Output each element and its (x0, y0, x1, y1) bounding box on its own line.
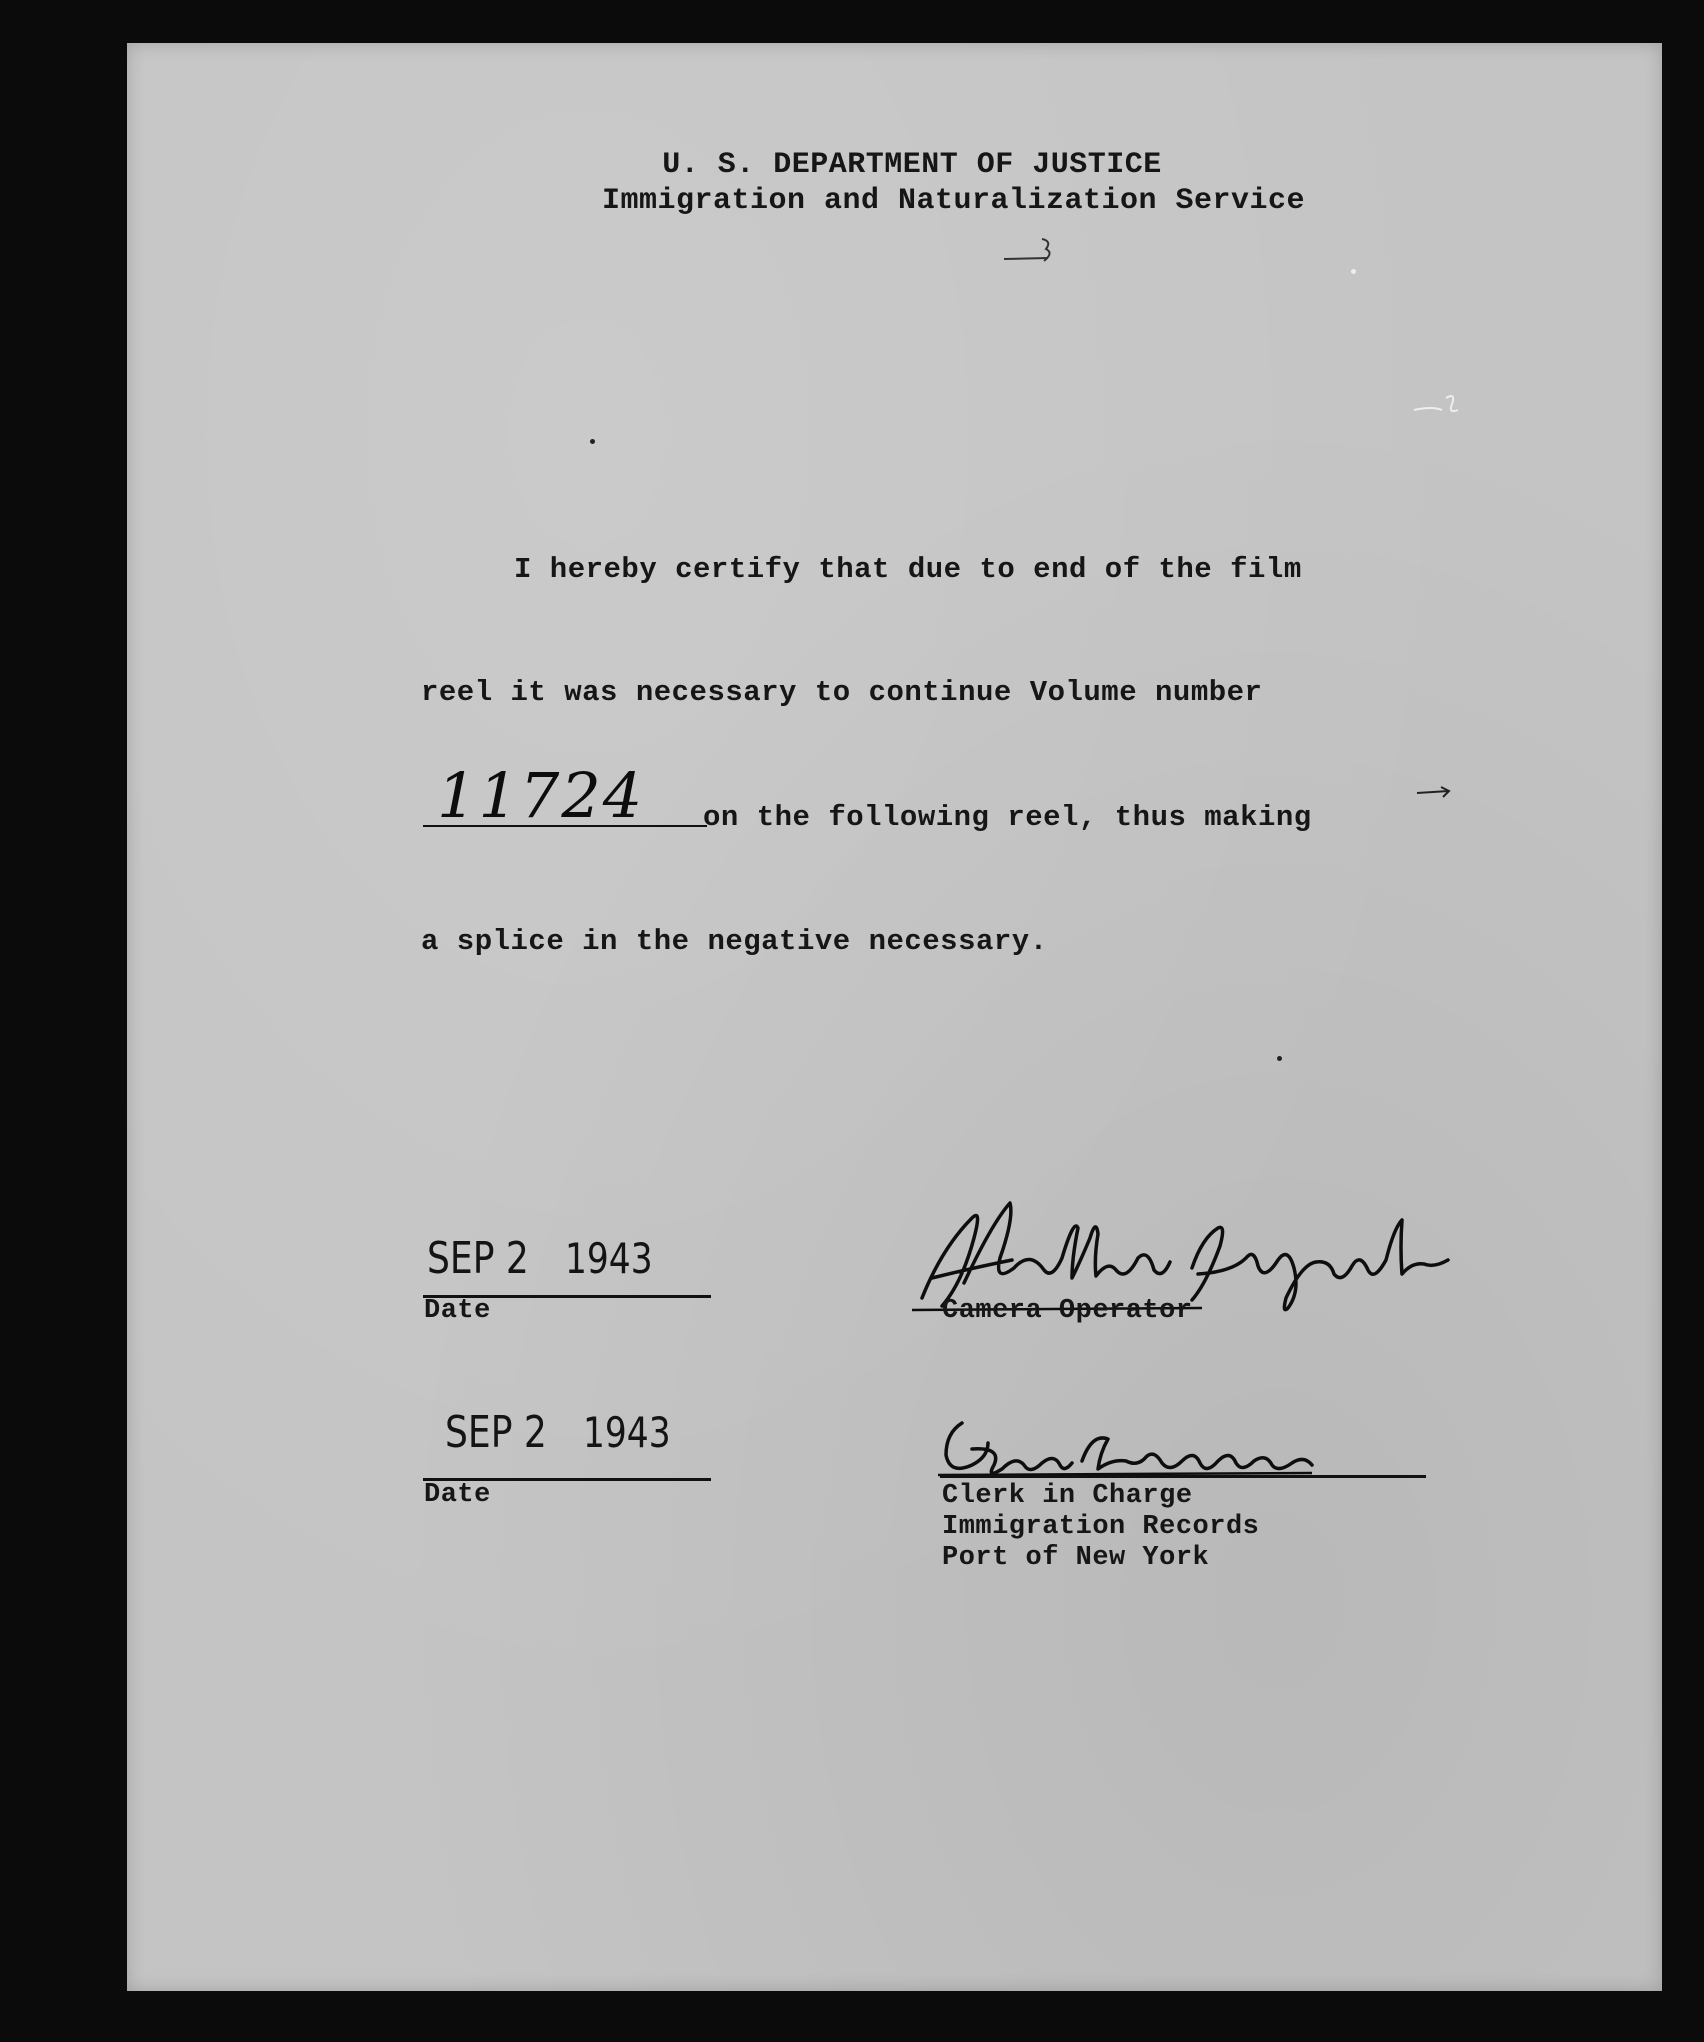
paper-speck (1351, 269, 1356, 274)
paper-speck (1277, 1056, 1282, 1061)
clerk-signature-line (940, 1475, 1426, 1478)
service-heading: Immigration and Naturalization Service (601, 184, 1306, 218)
date-stamp-camera (427, 1233, 653, 1284)
clerk-role-line-2: Immigration Records (942, 1512, 1260, 1542)
document-page (127, 43, 1662, 1991)
pencil-mark-top (1002, 231, 1062, 271)
clerk-in-charge-signature (932, 1403, 1402, 1483)
paper-speck (590, 439, 595, 444)
date-stamp-month-day: SEP 2 (445, 1407, 547, 1458)
date-label-clerk: Date (424, 1480, 491, 1510)
date-stamp-month-day: SEP 2 (427, 1233, 529, 1284)
date-label-camera: Date (424, 1296, 491, 1326)
certification-line-2: reel it was necessary to continue Volume number (421, 676, 1263, 709)
certification-line-1: I hereby certify that due to end of the film (514, 553, 1302, 586)
certification-line-3: on the following reel, thus making (703, 801, 1312, 834)
agency-heading: U. S. DEPARTMENT OF JUSTICE (662, 148, 1162, 182)
camera-operator-label: Camera Operator (942, 1296, 1193, 1326)
date-stamp-clerk (445, 1407, 671, 1458)
clerk-role-line-3: Port of New York (942, 1543, 1210, 1573)
date-stamp-year: 1943 (582, 1408, 671, 1457)
handwritten-volume-number: 11724 (423, 765, 707, 827)
date-stamp-year: 1943 (564, 1234, 653, 1283)
certification-line-4: a splice in the negative necessary. (421, 925, 1048, 958)
pencil-mark-margin (1412, 388, 1472, 428)
margin-tick-mark (1415, 783, 1455, 803)
clerk-role-line-1: Clerk in Charge (942, 1481, 1193, 1511)
